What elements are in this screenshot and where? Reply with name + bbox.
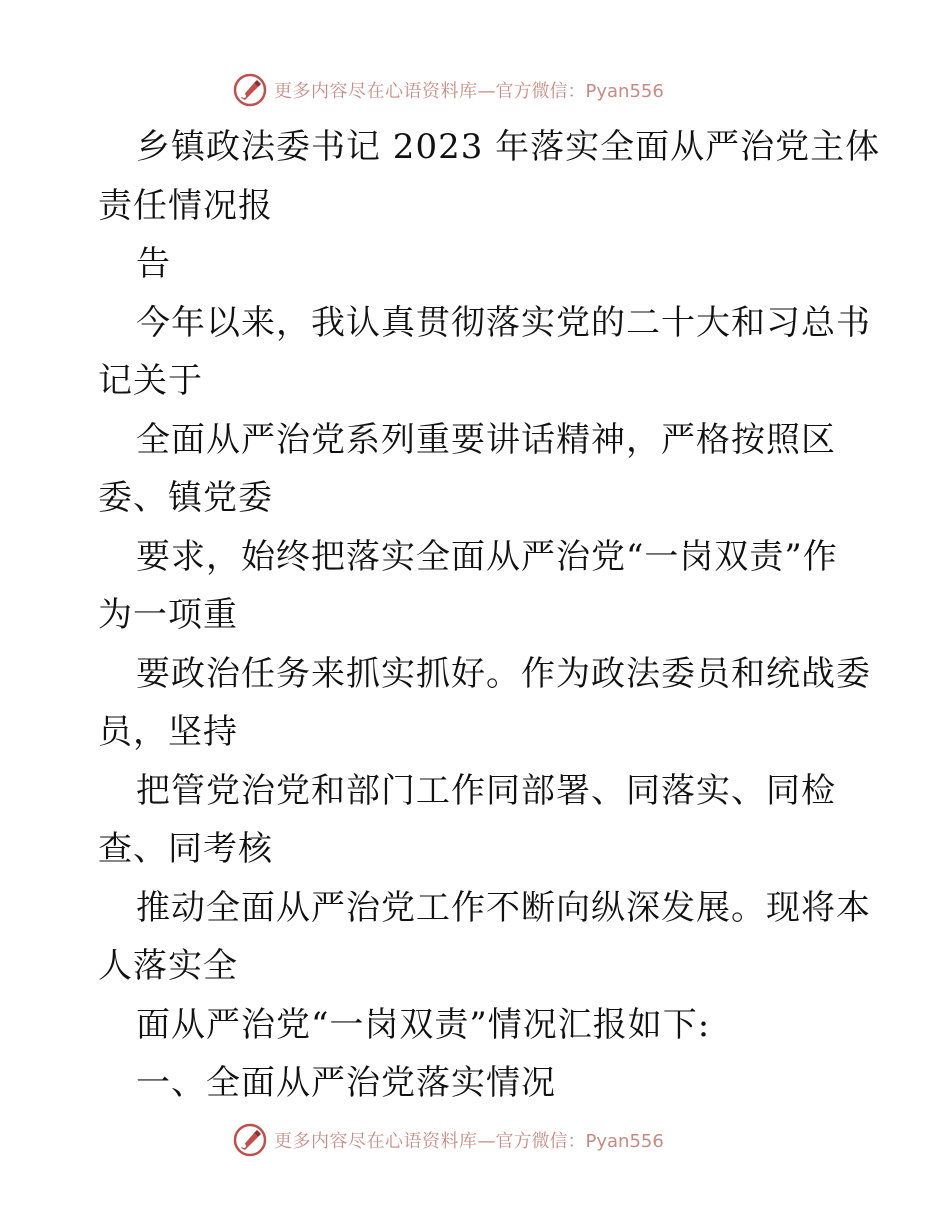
doc-line: 推动全面从严治党工作不断向纵深发展。现将本 <box>136 887 871 928</box>
doc-line: 记关于 <box>98 361 203 401</box>
document-body <box>98 118 881 1113</box>
doc-line: 查、同考核 <box>98 829 273 869</box>
doc-line: 一、全面从严治党落实情况 <box>136 1063 556 1103</box>
watermark-text: 更多内容尽在心语资料库 <box>274 1131 478 1152</box>
watermark-wechat: —官方微信：Pyan556 <box>477 1131 664 1152</box>
doc-line: 员，坚持 <box>98 712 238 752</box>
doc-line: 为一项重 <box>98 595 238 635</box>
watermark-text: 更多内容尽在心语资料库 <box>274 81 478 102</box>
doc-line: 今年以来，我认真贯彻落实党的二十大和习总书 <box>136 302 871 343</box>
doc-line: 责任情况报 <box>98 185 273 226</box>
pen-seal-logo-icon <box>232 72 268 108</box>
doc-line: 人落实全 <box>98 946 238 986</box>
watermark-wechat: —官方微信：Pyan556 <box>477 81 664 102</box>
doc-line: 要求，始终把落实全面从严治党“一岗双责”作 <box>136 536 838 577</box>
doc-line: 要政治任务来抓实抓好。作为政法委员和统战委 <box>136 653 871 694</box>
pen-seal-logo-icon <box>232 1122 268 1158</box>
doc-line: 告 <box>136 244 171 284</box>
doc-line: 全面从严治党系列重要讲话精神，严格按照区 <box>136 419 836 460</box>
doc-line: 把管党治党和部门工作同部署、同落实、同检 <box>136 770 836 811</box>
doc-line: 委、镇党委 <box>98 478 273 518</box>
doc-line: 乡镇政法委书记 2023 年落实全面从严治党主体 <box>136 127 881 167</box>
header-watermark <box>232 70 664 110</box>
doc-line: 面从严治党“一岗双责”情况汇报如下: <box>136 1004 711 1045</box>
footer-watermark <box>232 1120 664 1160</box>
